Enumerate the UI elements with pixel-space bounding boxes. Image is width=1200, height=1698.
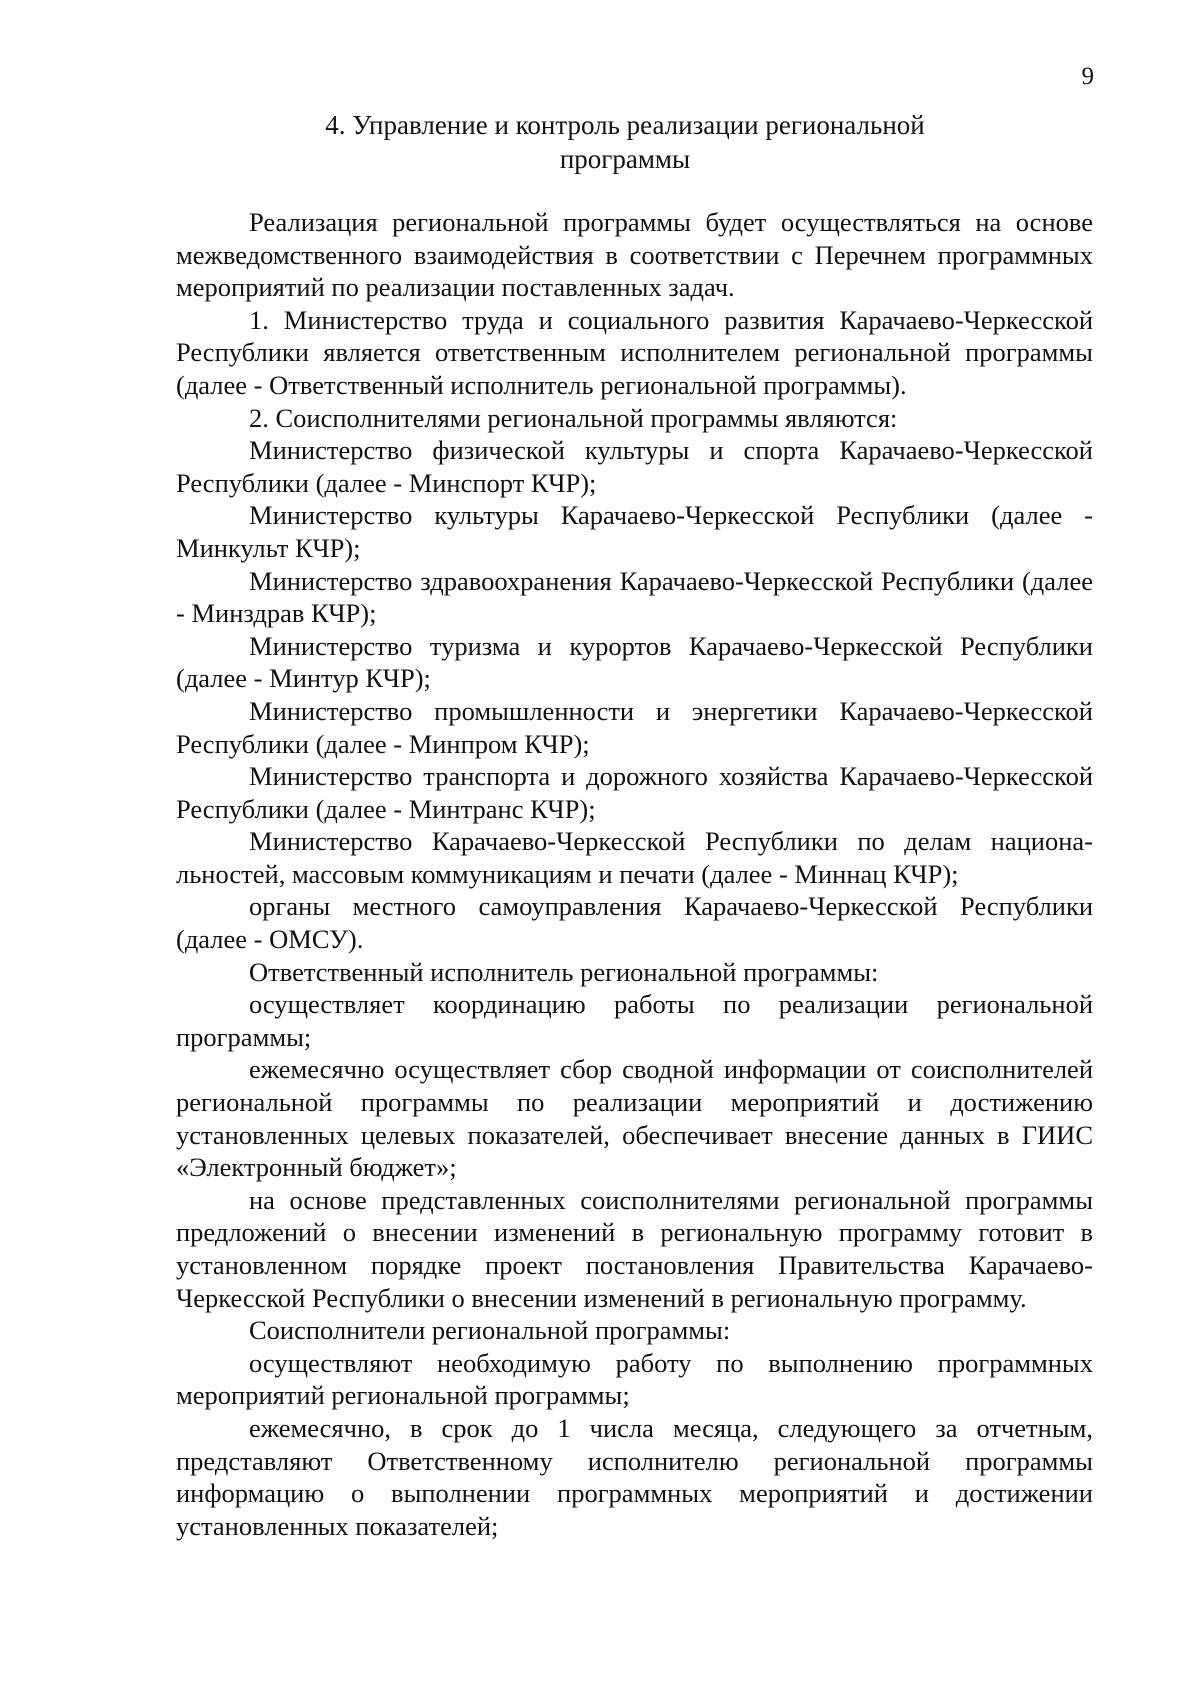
paragraph-executor-coordination: осуществляет координацию работы по реализации региональной программы; [176,989,1093,1052]
paragraph-executor-monthly-collection: ежемесячно осуществляет сбор сводной информации от соисполнителей региональной программы по реализации мероприятий и достижению установленных целевых показателей, обеспечивает внесение данных в ГИИС «Электронный бюджет»; [176,1054,1093,1183]
paragraph-minkult: Министерство культуры Карачаево-Черкесской Республики (далее - Минкульт КЧР); [176,500,1093,563]
paragraph-minnats: Министерство Карачаево-Черкесской Республики по делам национальностей, массовым коммуникациям и печати (далее - Миннац КЧР); [176,826,1093,889]
paragraph-co-executor-reporting: ежемесячно, в срок до 1 числа месяца, следующего за отчетным, представляют Ответственному исполнителю региональной программы информацию о выполнении программных мероприятий и достижении установленных показателей; [176,1412,1093,1541]
section-heading-line-2: программы [559,144,691,174]
paragraph-executor-amendments: на основе представленных соисполнителями региональной программы предложений о внесении изменений в региональную программу готовит в установленном порядке проект постановления Правительства Карачаево-Черкесской Республики о внесении изменений в региональную программу. [176,1184,1093,1313]
paragraph-mintrans: Министерство транспорта и дорожного хозяйства Карачаево-Черкесской Республики (далее - Минтранс КЧР); [176,761,1093,824]
paragraph-co-executor-work: осуществляют необходимую работу по выполнению программных мероприятий региональной программы; [176,1347,1093,1411]
section-heading-line-1: 4. Управление и контроль реализации региональной [325,110,925,140]
paragraph-omsu: органы местного самоуправления Карачаево-Черкесской Республики (далее - ОМСУ). [176,891,1093,955]
paragraph-minprom: Министерство промышленности и энергетики Карачаево-Черкесской Республики (далее - Минпром КЧР); [176,695,1093,759]
paragraph-co-executor-duties-intro: Соисполнители региональной программы: [249,1315,731,1346]
paragraph-responsible-executor: 1. Министерство труда и социального развития Карачаево-Черкесской Республики является ответственным исполнителем региональной программы (далее - Ответственный исполнитель региональной программы). [176,304,1093,400]
paragraph-minsport: Министерство физической культуры и спорта Карачаево-Черкесской Республики (далее - Минспорт КЧР); [176,435,1093,498]
paragraph-minzdrav: Министерство здравоохранения Карачаево-Черкесской Республики (далее - Минздрав КЧР); [176,565,1093,629]
paragraph-executor-duties-intro: Ответственный исполнитель региональной программы: [249,956,879,987]
section-heading [260,108,990,176]
paragraph-co-executors-intro: 2. Соисполнителями региональной программы являются: [249,402,898,433]
paragraph-mintur: Министерство туризма и курортов Карачаево-Черкесской Республики (далее - Минтур КЧР); [176,630,1093,694]
body-text [176,206,1093,1542]
page-number: 9 [1081,63,1094,90]
paragraph-intro: Реализация региональной программы будет осуществляться на основе межведомственного взаимодействия в соответствии с Перечнем программных мероприятий по реализации поставленных задач. [176,207,1093,303]
